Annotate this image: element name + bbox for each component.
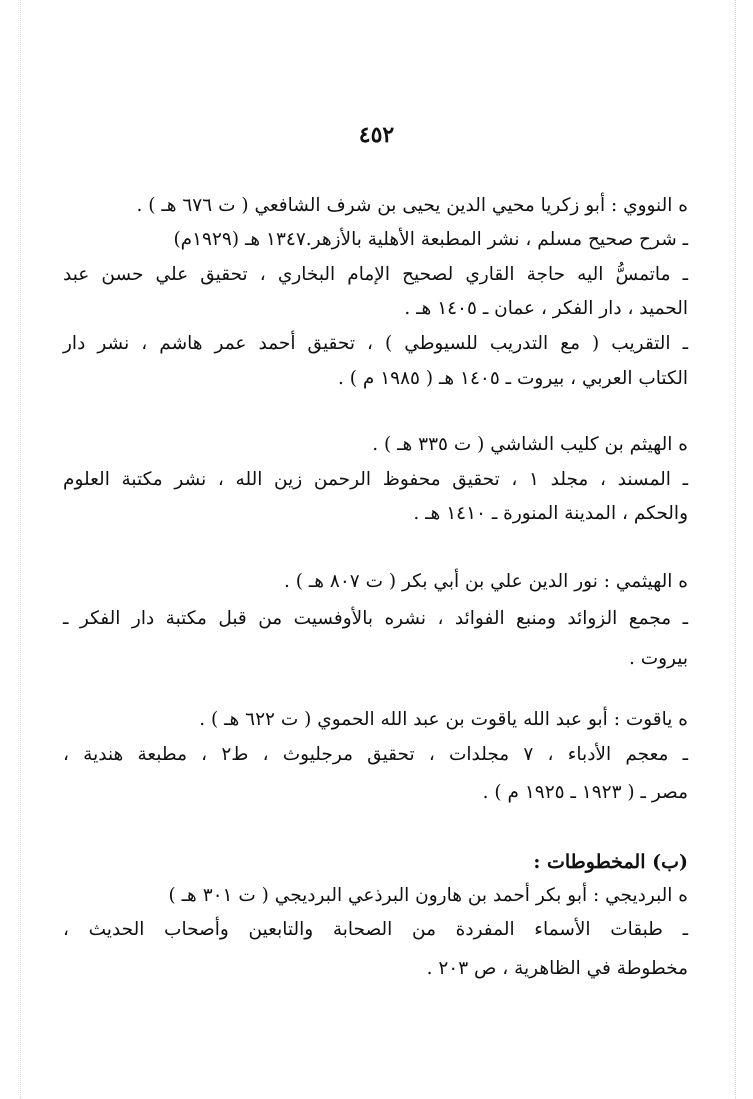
entry-item-continuation: بيروت . [628, 648, 688, 669]
entry-heading-bardiji: ه البرديجي : أبو بكر أحمد بن هارون البرذعي البرديجي ( ت ٣٠١ هـ ) [168, 885, 688, 906]
entry-item: ـ شرح صحيح مسلم ، نشر المطبعة الأهلية بالأزهر.١٣٤٧ هـ (١٩٢٩م) [173, 229, 688, 250]
entry-item: ـ المسند ، مجلد ١ ، تحقيق محفوظ الرحمن زين الله ، نشر مكتبة العلوم [63, 469, 688, 490]
entry-heading-yaqut: ه ياقوت : أبو عبد الله ياقوت بن عبد الله الحموي ( ت ٦٢٢ هـ ) . [199, 709, 688, 730]
entry-item-continuation: الحميد ، دار الفكر ، عمان ـ ١٤٠٥ هـ . [404, 298, 688, 319]
entry-item-continuation: مصر ـ ( ١٩٢٣ ـ ١٩٢٥ م ) . [482, 782, 688, 803]
entry-item-continuation: والحكم ، المدينة المنورة ـ ١٤١٠ هـ . [413, 503, 688, 524]
entry-item: ـ التقريب ( مع التدريب للسيوطي ) ، تحقيق أحمد عمر هاشم ، نشر دار [63, 333, 688, 354]
entry-heading-haythami: ه الهيثمي : نور الدين علي بن أبي بكر ( ت ٨٠٧ هـ ) . [283, 571, 688, 592]
entry-item: ـ ماتمسُّ اليه حاجة القاري لصحيح الإمام البخاري ، تحقيق علي حسن عبد [63, 264, 688, 285]
entry-heading-haytham: ه الهيثم بن كليب الشاشي ( ت ٣٣٥ هـ ) . [372, 434, 688, 455]
entry-item-continuation: الكتاب العربي ، بيروت ـ ١٤٠٥ هـ ( ١٩٨٥ م ) . [338, 368, 688, 389]
section-heading-manuscripts: (ب) المخطوطات : [533, 851, 688, 873]
entry-item-continuation: مخطوطة في الظاهرية ، ص ٢٠٣ . [426, 958, 688, 979]
entry-item: ـ معجم الأدباء ، ٧ مجلدات ، تحقيق مرجليوث ، ط٢ ، مطبعة هندية ، [63, 744, 689, 765]
scan-margin-line [735, 0, 736, 1099]
entry-item: ـ طبقات الأسماء المفردة من الصحابة والتابعين وأصحاب الحديث ، [63, 919, 688, 940]
scan-margin-line [20, 0, 21, 1099]
entry-item: ـ مجمع الزوائد ومنبع الفوائد ، نشره بالأوفسيت من قبل مكتبة دار الفكر ـ [63, 608, 688, 629]
entry-heading-nawawi: ه النووي : أبو زكريا محيي الدين يحيى بن شرف الشافعي ( ت ٦٧٦ هـ ) . [136, 195, 688, 216]
page-number: ٤٥٢ [358, 122, 395, 148]
